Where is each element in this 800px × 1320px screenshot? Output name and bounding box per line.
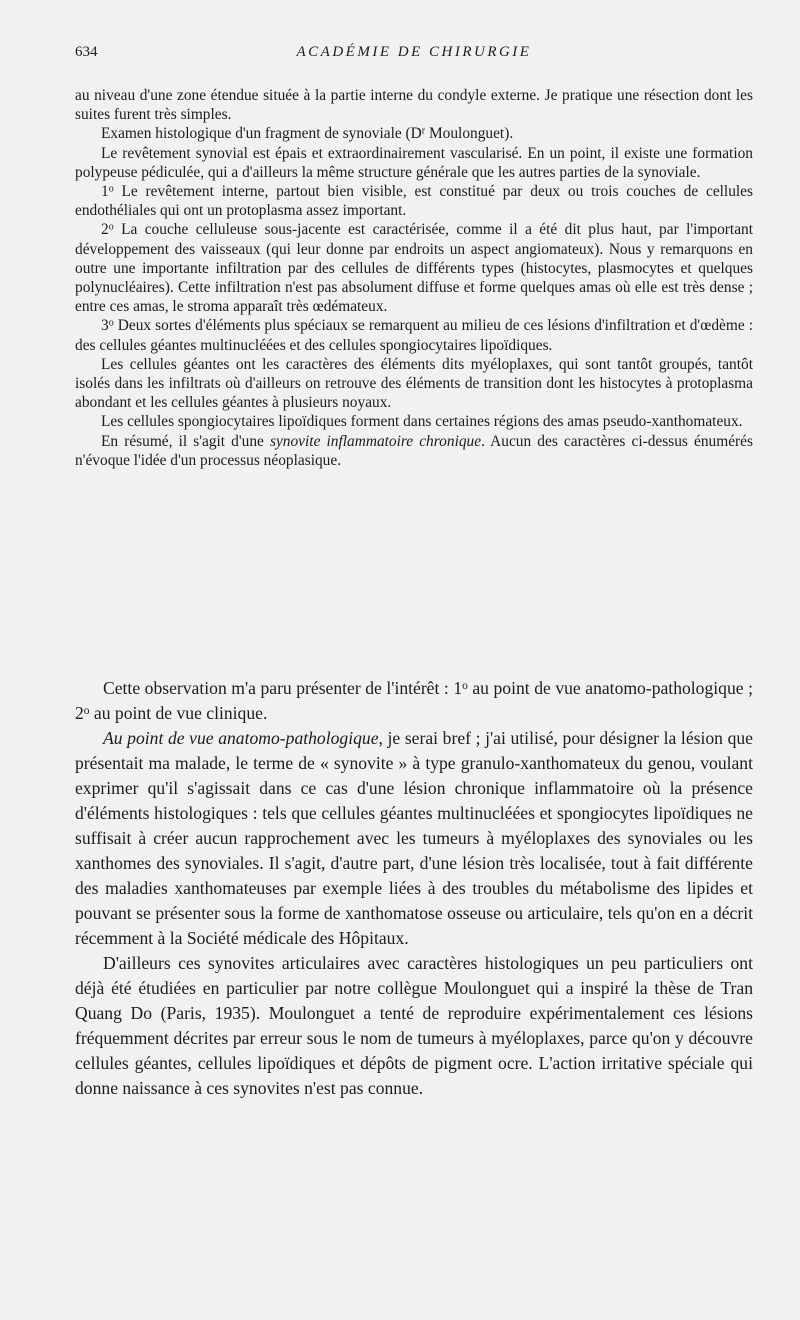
page-header: [75, 44, 753, 66]
paragraph: D'ailleurs ces synovites articulaires avec caractères histologiques un peu particuliers ont déjà été étudiées en particulier par notre collègue Moulonguet qui a inspiré la thèse de Tran Quang Do (Paris, 1935). Moulonguet a tenté de reproduire expérimentalement ces lésions fréquemment décrites par erreur sous le nom de tumeurs à myéloplaxes, parce qu'on y découvre cellules géantes, cellules lipoïdiques et dépôts de pigment ocre. L'action irritative spéciale qui donne naissance à ces synovites n'est pas connue.: [75, 953, 753, 1098]
paragraph: Le revêtement synovial est épais et extraordinairement vascularisé. En un point, il existe une formation polypeuse pédiculée, qui a d'ailleurs la même structure générale que les autres parties de la synoviale.: [75, 144, 753, 181]
observation-text: [75, 86, 753, 470]
paragraph: au niveau d'une zone étendue située à la partie interne du condyle externe. Je pratique une résection dont les suites furent très simples.: [75, 87, 753, 124]
paragraph: Au point de vue anatomo-pathologique, je serai bref ; j'ai utilisé, pour désigner la lésion que présentait ma malade, le terme de « synovite » à type granulo-xanthomateux du genou, voulant exprimer qu'il s'agissait dans ce cas d'une lésion chronique inflammatoire où la présence d'éléments histologiques : tels que cellules géantes multinucléées et spongiocytes lipoïdiques ne suffisait à créer aucun rapprochement avec les tumeurs à myéloplaxes des synoviales ou les xanthomes des synoviales. Il s'agit, d'autre part, d'une lésion très localisée, tout à fait différente des maladies xanthomateuses par exemple liées à des troubles du métabolisme des lipides et pouvant se présenter sous la forme de xanthomatose osseuse ou articulaire, tels qu'on en a décrit récemment à la Société médicale des Hôpitaux.: [75, 728, 753, 948]
paragraph: Les cellules spongiocytaires lipoïdiques forment dans certaines régions des amas pseudo-xanthomateux.: [101, 413, 743, 431]
discussion-text: [75, 676, 753, 1101]
paragraph: 2$^o$ La couche celluleuse sous-jacente est caractérisée, comme il a été dit plus haut, par l'important développement des vaisseaux (qui leur donne par endroits un aspect angiomateux). Nous y remarquons en outre une importante infiltration par des cellules de différents types (histocytes, plasmocytes et quelques polynucléaires). Cette infiltration n'est pas absolument diffuse et forme quelques amas où elle est très dense ; entre ces amas, le stroma apparaît très œdémateux.: [75, 221, 753, 316]
paragraph: Cette observation m'a paru présenter de l'intérêt : 1$^o$ au point de vue anatomo-pathologique ; 2$^o$ au point de vue clinique.: [75, 678, 753, 723]
paragraph: 3$^o$ Deux sortes d'éléments plus spéciaux se remarquent au milieu de ces lésions d'infiltration et d'œdème : des cellules géantes multinucléées et des cellules spongiocytaires lipoïdiques.: [75, 317, 753, 354]
paragraph: Examen histologique d'un fragment de synoviale ($D^r$ Moulonguet).: [101, 125, 514, 143]
page-number: 634: [75, 44, 98, 60]
paragraph: En résumé, il s'agit d'une synovite inflammatoire chronique. Aucun des caractères ci-dessus énumérés n'évoque l'idée d'un processus néoplasique.: [75, 432, 753, 469]
paragraph: 1$^o$ Le revêtement interne, partout bien visible, est constitué par deux ou trois couches de cellules endothéliales qui ont un protoplasma assez important.: [75, 183, 753, 220]
paragraph: Les cellules géantes ont les caractères des éléments dits myéloplaxes, qui sont tantôt groupés, tantôt isolés dans les infiltrats où d'ailleurs on retrouve des éléments de transition dont les histocytes à protoplasma abondant et les cellules géantes à plusieurs noyaux.: [75, 355, 753, 412]
running-title: ACADÉMIE DE CHIRURGIE: [296, 44, 532, 60]
